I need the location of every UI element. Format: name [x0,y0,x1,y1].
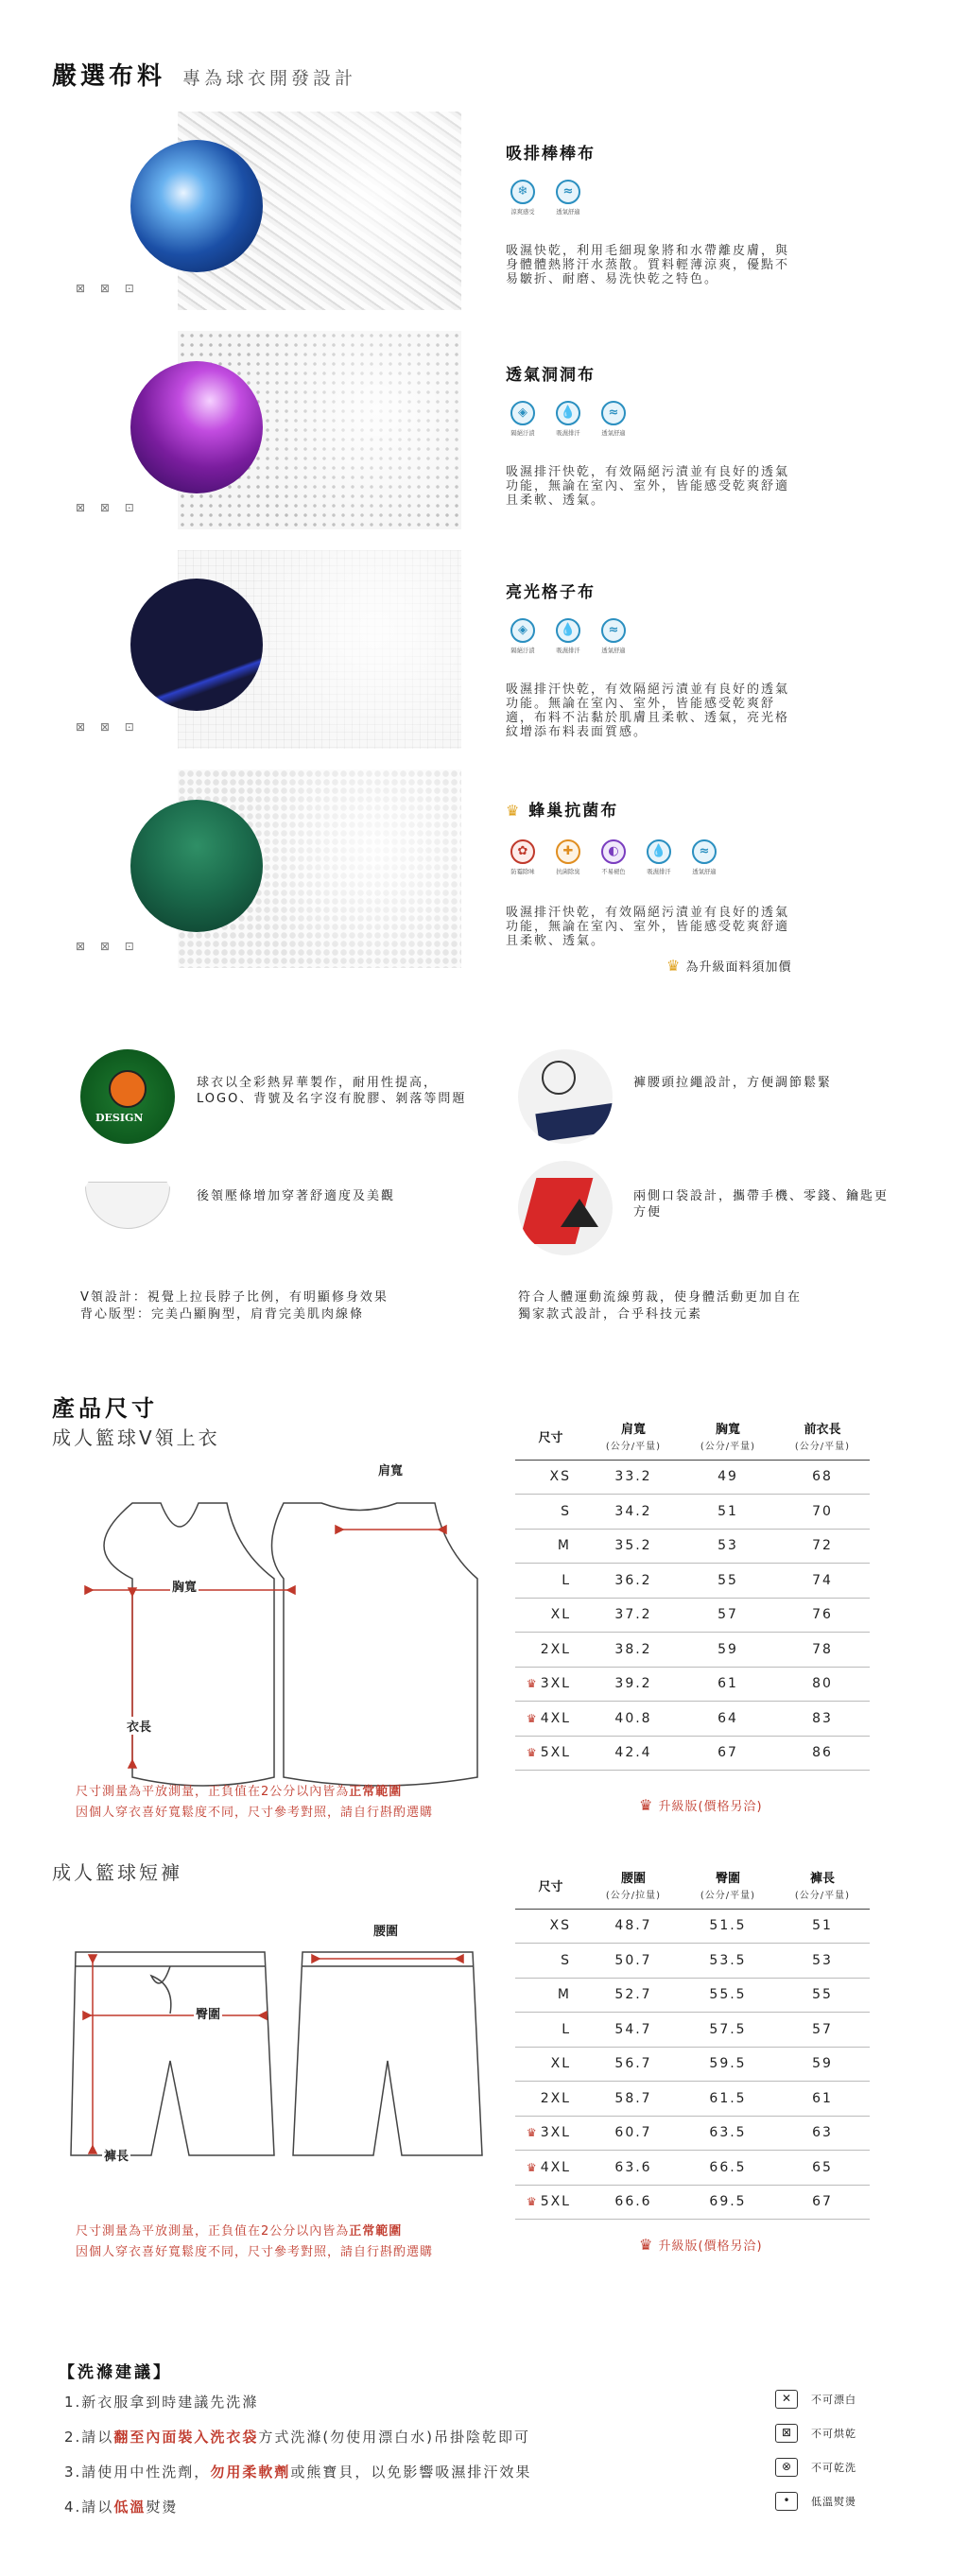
fabric-description: 吸濕快乾，利用毛細現象將和水帶離皮膚，與身體體熱將汗水蒸散。質料輕薄涼爽，優點不易皺折、耐磨、易洗快乾之特色。 [506,244,790,286]
size-label: L [562,2021,571,2037]
badge [506,839,540,876]
table-row [515,2151,870,2186]
upgrade-text: 升級版(價格另洽) [658,1800,763,1814]
col-name: 褲長 [809,1871,835,1886]
value-cell: 54.7 [586,2013,681,2048]
size-cell [515,1944,586,1979]
badge [506,180,540,216]
value-cell: 42.4 [586,1736,681,1771]
value-cell: 65 [775,2151,870,2186]
wash-line [64,2427,530,2446]
value-cell: 33.2 [586,1460,681,1495]
care-label: 不可烘乾 [811,2428,856,2440]
value-cell: 55 [681,1564,775,1599]
fabric-title: 亮光格子布 [506,583,596,602]
sweat-wicking-icon: 💧 [556,401,580,425]
fabric-badges [506,401,631,438]
wash-text: 1.新衣服拿到時建議先洗滌 [64,2394,259,2411]
arrow-head [439,1526,446,1533]
value-cell: 72 [775,1529,870,1564]
wash-line [64,2497,178,2516]
col-name: 胸寬 [715,1422,740,1437]
value-cell: 69.5 [681,2185,775,2220]
value-cell: 61.5 [681,2082,775,2117]
sweat-wicking-icon: 💧 [647,839,671,864]
fabric-description: 吸濕排汗快乾，有效隔絕污漬並有良好的透氣功能，無論在室內、室外，皆能感受乾爽舒適且柔軟、透氣。 [506,906,790,948]
wash-emphasis: 勿用柔軟劑 [210,2464,291,2481]
crown-icon: ♛ [639,1796,654,1814]
feature-text: 球衣以全彩熱昇華製作，耐用性提高，LOGO、背號及名字沒有脫膠、剝落等問題 [197,1076,467,1106]
arrow-head [287,1586,295,1594]
fabric-title: 吸排棒棒布 [506,145,596,164]
badge [642,839,676,876]
care-row [775,2492,856,2511]
size-label: L [562,1572,571,1588]
table-row [515,1529,870,1564]
badge [551,180,585,216]
care-row [775,2458,856,2477]
size-label: XS [549,1918,571,1934]
crown-icon: ♛ [526,1711,539,1725]
badge [506,618,540,655]
chest-label: 胸寬 [170,1577,199,1595]
low-iron-icon: • [775,2492,798,2511]
care-row [775,2424,856,2443]
section-title: 嚴選布料 [52,62,166,91]
value-cell: 56.7 [586,2047,681,2082]
care-label: 不可乾洗 [811,2462,856,2474]
upgrade-text: 升級版(價格另洽) [658,2239,763,2254]
shorts-diagram [66,1938,501,2174]
size-cell [515,2013,586,2048]
pocket-opening-graphic [561,1199,598,1227]
size-label: S [561,1952,571,1968]
crown-icon: ♛ [526,2126,539,2140]
wash-text: 或熊寶貝，以免影響吸濕排汗效果 [290,2464,532,2481]
badge-label: 吸濕排汗 [556,647,580,654]
shorts-size-table [515,1867,870,2220]
feature-image-drawstring [518,1049,613,1144]
badge-label: 不易褪色 [601,868,626,875]
value-cell: 49 [681,1460,775,1495]
size-label: 5XL [540,1745,571,1761]
collar-graphic [85,1182,170,1229]
value-cell: 50.7 [586,1944,681,1979]
size-label: M [557,1538,571,1554]
cool-icon: ❄ [510,180,535,204]
mildew-icon: ✿ [510,839,535,864]
value-cell: 34.2 [586,1495,681,1530]
basketball-icon [109,1070,147,1108]
size-cell [515,2185,586,2220]
shorts-size-note [76,2222,433,2263]
size-label: 2XL [540,2090,571,2106]
drawstring-line [151,1966,171,2014]
size-cell [515,2116,586,2151]
badge-label: 隔絕汙漬 [510,429,535,437]
size-label: XL [550,1607,571,1623]
value-cell: 37.2 [586,1598,681,1633]
value-cell: 67 [775,2185,870,2220]
col-unit: (公分/平量) [794,1890,851,1901]
value-cell: 76 [775,1598,870,1633]
size-cell [515,1736,586,1771]
jersey-diagram [66,1494,482,1796]
col-unit: (公分/平量) [700,1890,756,1901]
care-label: 不可漂白 [811,2394,856,2406]
badge-label: 透氣舒適 [692,868,717,875]
fabric-swatch-green [130,800,263,932]
col-chest [681,1418,775,1460]
fabric-title [506,797,618,821]
size-cell [515,2082,586,2117]
value-cell: 55.5 [681,1978,775,2013]
shoulder-label: 肩寬 [376,1461,405,1478]
fabric-section-header [52,57,356,92]
size-label: 3XL [540,1676,571,1692]
wash-line [64,2392,258,2412]
col-name: 腰圍 [620,1871,646,1886]
length-label: 衣長 [125,1717,153,1735]
badge-label: 吸濕排汗 [647,868,671,875]
shorts-size-subtitle: 成人籃球短褲 [52,1861,182,1884]
top-size-note [76,1782,433,1824]
table-row [515,1460,870,1495]
table-row [515,1667,870,1702]
wash-emphasis: 低溫 [113,2498,147,2515]
size-cell [515,1978,586,2013]
size-label: 2XL [540,1641,571,1657]
table-row [515,1598,870,1633]
value-cell: 53.5 [681,1944,775,1979]
size-cell [515,1460,586,1495]
color-fast-icon: ◐ [601,839,626,864]
badge-label: 透氣舒適 [556,208,580,216]
table-row [515,1564,870,1599]
arrow-head [89,2146,96,2153]
size-label: XL [550,2056,571,2072]
value-cell: 51 [775,1909,870,1944]
wash-line [64,2462,531,2481]
value-cell: 61 [775,2082,870,2117]
upgrade-fabric-note [666,957,792,975]
size-label: M [557,1987,571,2003]
value-cell: 86 [775,1736,870,1771]
value-cell: 57.5 [681,2013,775,2048]
badge-label: 透氣舒適 [601,429,626,437]
value-cell: 64 [681,1702,775,1737]
badge-label: 透氣舒適 [601,647,626,654]
badge-label: 抗菌除臭 [556,868,580,875]
arrow-head [312,1955,320,1962]
badge [596,839,631,876]
top-upgrade-note [639,1796,763,1814]
sweat-wicking-icon: 💧 [556,618,580,643]
value-cell: 35.2 [586,1529,681,1564]
shorts-front-outline [71,1952,274,2155]
breathable-icon: ≈ [601,401,626,425]
badge-label: 防霉除味 [510,868,535,875]
shorts-waist-graphic [535,1102,613,1142]
value-cell: 52.7 [586,1978,681,2013]
feature-image-design [80,1049,175,1144]
jersey-front-outline [104,1503,274,1786]
value-cell: 59 [681,1633,775,1668]
no-bleach-icon: ✕ [775,2390,798,2409]
value-cell: 67 [681,1736,775,1771]
breathable-icon: ≈ [692,839,717,864]
design-note: 獨家款式設計，合乎科技元素 [518,1307,703,1322]
no-tumble-dry-icon: ⊠ [775,2424,798,2443]
table-row [515,2047,870,2082]
value-cell: 48.7 [586,1909,681,1944]
design-note: V領設計：視覺上拉長脖子比例，有明顯修身效果 [80,1290,389,1305]
wash-title: 【洗滌建議】 [59,2363,172,2382]
value-cell: 66.5 [681,2151,775,2186]
value-cell: 66.6 [586,2185,681,2220]
table-row [515,1736,870,1771]
table-row [515,1702,870,1737]
fabric-swatch-galaxy [130,140,263,272]
value-cell: 70 [775,1495,870,1530]
fabric-swatch-lightning [130,361,263,493]
crown-icon: ♛ [506,802,522,820]
size-cell [515,2151,586,2186]
note-emphasis: 正常範圍 [349,1785,403,1799]
breathable-icon: ≈ [556,180,580,204]
care-mini-icons: ⊠ ⊠ ⊡ [76,501,140,514]
value-cell: 60.7 [586,2116,681,2151]
value-cell: 74 [775,1564,870,1599]
value-cell: 38.2 [586,1633,681,1668]
feature-text: 褲腰頭拉繩設計，方便調節鬆緊 [633,1076,833,1090]
col-name: 臀圍 [715,1871,740,1886]
table-row [515,1944,870,1979]
fabric-badges [506,180,585,216]
fabric-description: 吸濕排汗快乾，有效隔絕污漬並有良好的透氣功能，無論在室內、室外，皆能感受乾爽舒適且柔軟、透氣。 [506,465,790,508]
shorts-back-outline [293,1952,482,2155]
col-waist [586,1867,681,1909]
design-note: 符合人體運動流線剪裁，使身體活動更加自在 [518,1290,803,1305]
badge [551,401,585,438]
note-text: 尺寸測量為平放測量，正負值在2公分以內皆為 [76,2224,350,2239]
size-cell [515,1702,586,1737]
arrow-head [259,2012,267,2019]
hip-label: 臀圍 [194,2004,222,2022]
arrow-head [85,1586,93,1594]
size-cell [515,1564,586,1599]
value-cell: 59 [775,2047,870,2082]
wash-emphasis: 翻至內面裝入洗衣袋 [113,2429,259,2446]
col-unit: (公分/平量) [700,1441,756,1452]
top-size-subtitle: 成人籃球V領上衣 [52,1426,220,1449]
badge-label: 涼爽感受 [510,208,535,216]
size-label: 5XL [540,2194,571,2210]
feature-text: 兩側口袋設計，攜帶手機、零錢、鑰匙更方便 [633,1189,890,1219]
size-cell [515,1909,586,1944]
waist-label: 腰圍 [372,1921,400,1939]
badge-label: 隔絕汙漬 [510,647,535,654]
design-notes-right [518,1289,802,1323]
value-cell: 63.6 [586,2151,681,2186]
crown-icon: ♛ [639,2236,654,2254]
col-size: 尺寸 [538,1879,563,1894]
jersey-back-outline [272,1503,478,1786]
note-text: 因個人穿衣喜好寬鬆度不同，尺寸參考對照，請自行斟酌選購 [76,2245,434,2259]
fabric-description: 吸濕排汗快乾，有效隔絕污漬並有良好的透氣功能。無論在室內、室外，皆能感受乾爽舒適，布料不沾黏於肌膚且柔軟、透氣，亮光格紋增添布料表面質感。 [506,683,790,739]
value-cell: 80 [775,1667,870,1702]
table-row [515,2082,870,2117]
value-cell: 61 [681,1667,775,1702]
col-front-length [775,1418,870,1460]
col-unit: (公分/平量) [605,1441,662,1452]
size-label: XS [549,1469,571,1485]
value-cell: 78 [775,1633,870,1668]
value-cell: 83 [775,1702,870,1737]
table-row [515,2185,870,2220]
care-mini-icons: ⊠ ⊠ ⊡ [76,720,140,734]
size-cell [515,1633,586,1668]
value-cell: 55 [775,1978,870,2013]
crown-icon: ♛ [526,2160,539,2174]
value-cell: 36.2 [586,1564,681,1599]
value-cell: 53 [681,1529,775,1564]
shorts-upgrade-note [639,2236,763,2254]
col-shorts-length [775,1867,870,1909]
size-cell [515,1495,586,1530]
wash-text: 熨燙 [146,2498,179,2515]
col-hip [681,1867,775,1909]
note-text: 因個人穿衣喜好寬鬆度不同，尺寸參考對照，請自行斟酌選購 [76,1806,434,1820]
table-row [515,1909,870,1944]
value-cell: 57 [775,2013,870,2048]
value-cell: 51 [681,1495,775,1530]
badge [596,618,631,655]
table-row [515,1978,870,2013]
feature-image-collar [80,1161,175,1255]
size-cell [515,1529,586,1564]
stain-shield-icon: ◈ [510,618,535,643]
size-label: S [561,1503,571,1519]
value-cell: 57 [681,1598,775,1633]
badge [687,839,721,876]
table-row [515,1495,870,1530]
arrow-head [89,1955,96,1962]
size-section-title: 產品尺寸 [52,1395,158,1422]
top-size-table [515,1418,870,1771]
value-cell: 59.5 [681,2047,775,2082]
antibacterial-icon: ✚ [556,839,580,864]
feature-image-pocket [518,1161,613,1255]
col-unit: (公分/拉量) [605,1890,662,1901]
fabric-badges [506,618,631,655]
fabric-title: 透氣洞洞布 [506,366,596,385]
size-cell [515,2047,586,2082]
size-cell [515,1598,586,1633]
fabric-swatch-navy [130,579,263,711]
upgrade-fabric-note-text: 為升級面料須加價 [685,960,792,975]
fabric-title-text: 蜂巢抗菌布 [528,802,619,821]
value-cell: 63 [775,2116,870,2151]
arrow-head [83,2012,91,2019]
care-mini-icons: ⊠ ⊠ ⊡ [76,940,140,953]
care-label: 低溫熨燙 [811,2496,856,2508]
crown-icon: ♛ [666,957,682,975]
wash-text: 2.請以 [64,2429,114,2446]
note-text: 尺寸測量為平放測量，正負值在2公分以內皆為 [76,1785,350,1799]
wash-text: 4.請以 [64,2498,114,2515]
length-label: 褲長 [102,2146,130,2164]
fabric-badges [506,839,721,876]
size-label: 3XL [540,2125,571,2141]
section-subtitle: 專為球衣開發設計 [182,68,357,89]
drawstring-icon [542,1061,576,1095]
badge [506,401,540,438]
value-cell: 51.5 [681,1909,775,1944]
design-badge-text: DESIGN [95,1112,144,1124]
value-cell: 53 [775,1944,870,1979]
badge [551,618,585,655]
badge-label: 吸濕排汗 [556,429,580,437]
design-notes-left [80,1289,389,1323]
col-unit: (公分/平量) [794,1441,851,1452]
value-cell: 58.7 [586,2082,681,2117]
no-dry-clean-icon: ⊗ [775,2458,798,2477]
badge [596,401,631,438]
value-cell: 39.2 [586,1667,681,1702]
arrow-head [129,1588,136,1596]
crown-icon: ♛ [526,2195,539,2209]
wash-text: 方式洗滌(勿使用漂白水)吊掛陰乾即可 [258,2429,531,2446]
arrow-head [129,1760,136,1768]
design-note: 背心版型：完美凸顯胸型，肩背完美肌肉線條 [80,1307,365,1322]
col-shoulder [586,1418,681,1460]
col-name: 前衣長 [804,1422,841,1437]
wash-text: 3.請使用中性洗劑， [64,2464,211,2481]
table-row [515,2013,870,2048]
value-cell: 40.8 [586,1702,681,1737]
note-emphasis: 正常範圍 [349,2224,403,2239]
care-row [775,2390,856,2409]
arrow-head [336,1526,343,1533]
size-cell [515,1667,586,1702]
arrow-head [456,1955,463,1962]
badge [551,839,585,876]
size-label: 4XL [540,2159,571,2175]
care-mini-icons: ⊠ ⊠ ⊡ [76,282,140,295]
col-size: 尺寸 [538,1430,563,1445]
table-row [515,1633,870,1668]
value-cell: 63.5 [681,2116,775,2151]
col-name: 肩寬 [620,1422,646,1437]
crown-icon: ♛ [526,1677,539,1691]
size-label: 4XL [540,1710,571,1726]
value-cell: 68 [775,1460,870,1495]
feature-text: 後領壓條增加穿著舒適度及美觀 [197,1189,396,1203]
crown-icon: ♛ [526,1746,539,1760]
stain-shield-icon: ◈ [510,401,535,425]
table-row [515,2116,870,2151]
breathable-icon: ≈ [601,618,626,643]
